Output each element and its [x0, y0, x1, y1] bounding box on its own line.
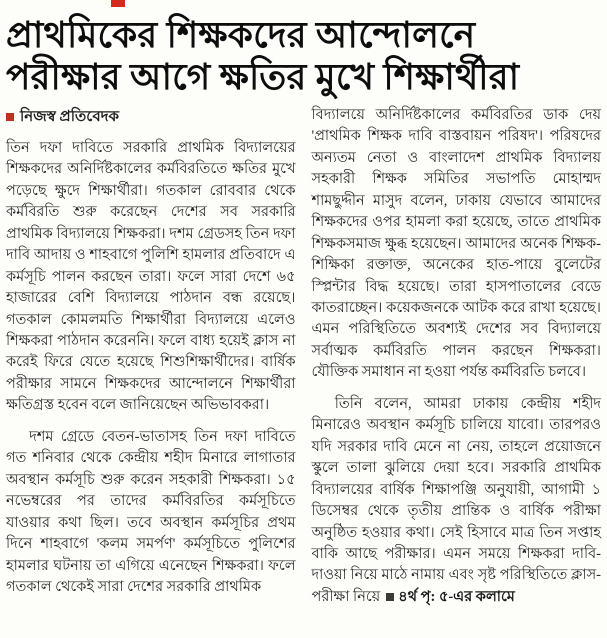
continuation-square-icon — [386, 593, 394, 601]
body-paragraph-text: তিনি বলেন, আমরা ঢাকায় কেন্দ্রীয় শহীদ মিনারেও অবস্থান কর্মসূচি চালিয়ে যাবো। তারপরও যদি সরকার দাবি মেনে না নেয়, তাহলে প্রয়োজনে স্কুলে তালা ঝুলিয়ে দেয়া হবে। সরকারি প্রাথমিক বিদ্যালয়ের বার্ষিক শিক্ষাপঞ্জি অনুযায়ী, আগামী ১ ডিসেম্বর থেকে তৃতীয় প্রান্তিক ও বার্ষিক পরীক্ষা অনুষ্ঠিত হওয়ার কথা। সেই হিসাবে মাত্র তিন সপ্তাহ বাকি আছে পরীক্ষার। এমন সময়ে শিক্ষকরা দাবি-দাওয়া নিয়ে মাঠে নামায় এবং সৃষ্ট পরিস্থিতিতে ক্লাস-পরীক্ষা নিয়ে — [311, 395, 601, 605]
page-registration-red-mark — [111, 0, 125, 7]
article-headline — [6, 14, 601, 99]
body-paragraph: বিদ্যালয়ে অনির্দিষ্টকালের কর্মবিরতির ডাক দেয় 'প্রাথমিক শিক্ষক দাবি বাস্তবায়ন পরিষদ'। পরিষদের অন্যতম নেতা ও বাংলাদেশ প্রাথমিক বিদ্যালয় সহকারী শিক্ষক সমিতির সভাপতি মোহাম্মদ শামছুদ্দীন মাসুদ বলেন, ঢাকায় যেভাবে আমাদের শিক্ষকদের ওপর হামলা করা হয়েছে, তাতে প্রাথমিক শিক্ষকসমাজ ক্ষুব্ধ হয়েছেন। আমাদের অনেক শিক্ষক-শিক্ষিকা রক্তাক্ত, অনেকের হাত-পায়ে বুলেটের স্প্লিন্টার বিদ্ধ হয়েছে। তারা হাসপাতালের বেডে কাতরাচ্ছেন। কয়েকজনকে আটক করে রাখা হয়েছে। এমন পরিস্থিতিতে অবশ্যই দেশের সব বিদ্যালয়ে সর্বাত্মক কর্মবিরতি পালন করছেন শিক্ষকরা। যৌক্তিক সমাধান না হওয়া পর্যন্ত কর্মবিরতি চলবে। — [311, 106, 601, 381]
headline-line-2: পরীক্ষার আগে ক্ষতির মুখে শিক্ষার্থীরা — [6, 57, 520, 98]
continuation-notice — [380, 589, 515, 605]
continuation-text: ৪র্থ পৃ: ৫-এর কলামে — [398, 588, 515, 605]
byline-text: নিজস্ব প্রতিবেদক — [20, 108, 120, 125]
right-column — [312, 105, 602, 618]
body-paragraph: দশম গ্রেডে বেতন-ভাতাসহ তিন দফা দাবিতে গত শনিবার থেকে কেন্দ্রীয় শহীদ মিনারে লাগাতার অবস্থান কর্মসূচি শুরু করেন সহকারী শিক্ষকরা। ১৫ নভেম্বরের পর তাদের কর্মবিরতির কর্মসূচিতে যাওয়ার কথা ছিল। তবে অবস্থান কর্মসূচির প্রথম দিনে শাহবাগে 'কলম সমর্পণ' কর্মসূচিতে পুলিশের হামলার ঘটনায় তা এগিয়ে এনেছেন শিক্ষকরা। ফলে গতকাল থেকেই সারা দেশের সরকারি প্রাথমিক — [6, 428, 296, 595]
body-paragraph: তিন দফা দাবিতে সরকারি প্রাথমিক বিদ্যালয়ের শিক্ষকদের অনির্দিষ্টকালের কর্মবিরতিতে ক্ষতির মুখে পড়েছে ক্ষুদে শিক্ষার্থীরা। গতকাল রোববার থেকে কর্মবিরতি শুরু করেছেন দেশের সব সরকারি প্রাথমিক বিদ্যালয়ে শিক্ষকরা। দশম গ্রেডসহ তিন দফা দাবি আদায় ও শাহবাগে পুলিশি হামলার প্রতিবাদে এ কর্মসূচি পালন করছেন তারা। ফলে সারা দেশে ৬৫ হাজারের বেশি বিদ্যালয়ে পাঠদান বন্ধ রয়েছে। গতকাল কোমলমতি শিক্ষার্থীরা বিদ্যালয়ে এলেও শিক্ষকরা পাঠদান করেননি। ফলে বাধ্য হয়েই ক্লাস না করেই ফিরে যেতে হয়েছে শিশুশিক্ষার্থীদের। বার্ষিক পরীক্ষার সামনে শিক্ষকদের আন্দোলনে শিক্ষার্থীরা ক্ষতিগ্রস্ত হবেন বলে জানিয়েছেন অভিভাবকরা। — [6, 139, 296, 414]
body-paragraph — [312, 394, 602, 609]
byline-bullet-icon — [6, 113, 14, 121]
left-column — [6, 105, 296, 618]
byline — [6, 105, 296, 130]
article-columns — [6, 105, 601, 618]
headline-line-1: প্রাথমিকের শিক্ষকদের আন্দোলনে — [6, 15, 476, 55]
